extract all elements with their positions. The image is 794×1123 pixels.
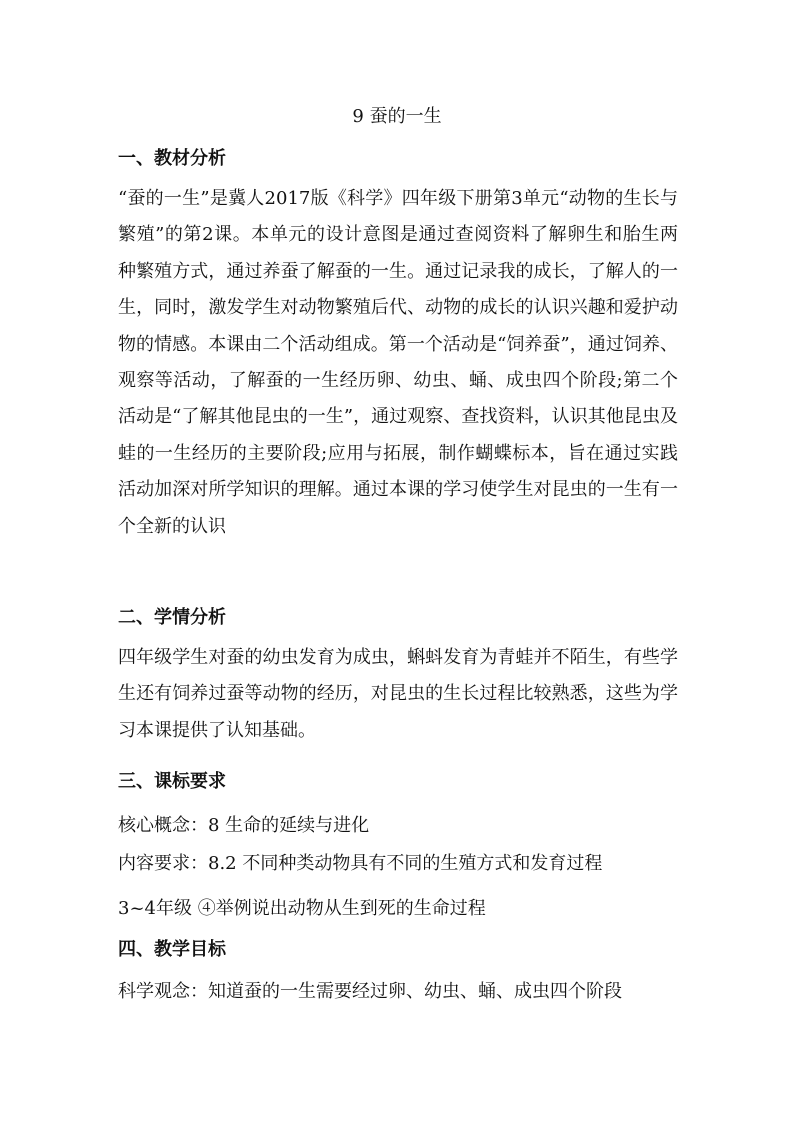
curriculum-core-concept: 核心概念：8 生命的延续与进化 (118, 815, 370, 836)
curriculum-grade-requirement: 3~4年级 ④举例说出动物从生到死的生命过程 (118, 898, 486, 919)
curriculum-content-requirement: 内容要求：8.2 不同种类动物具有不同的生殖方式和发育过程 (118, 853, 603, 874)
document-title: 9 蚕的一生 (352, 106, 442, 127)
section-heading-curriculum-requirements: 三、课标要求 (118, 771, 226, 792)
section-heading-student-analysis: 二、学情分析 (118, 607, 226, 628)
section-heading-textbook-analysis: 一、教材分析 (118, 148, 226, 169)
section-paragraph-textbook-analysis: “蚕的一生”是冀人2017版《科学》四年级下册第3单元“动物的生长与繁殖”的第2课。本单元的设计意图是通过查阅资料了解卵生和胎生两种繁殖方式，通过养蚕了解蚕的一生。通过记录我的成长，了解人的一生，同时，激发学生对动物繁殖后代、动物的成长的认识兴趣和爱护动物的情感。本课由二个活动组成。第一个活动是“饲养蚕”，通过饲养、观察等活动，了解蚕的一生经历卵、幼虫、蛹、成虫四个阶段;第二个活动是“了解其他昆虫的一生”，通过观察、查找资料，认识其他昆虫及蛙的一生经历的主要阶段;应用与拓展，制作蝴蝶标本，旨在通过实践活动加深对所学知识的理解。通过本课的学习使学生对昆虫的一生有一个全新的认识 (118, 188, 678, 537)
section-heading-teaching-objectives: 四、教学目标 (118, 939, 226, 960)
objective-scientific-concept: 科学观念：知道蚕的一生需要经过卵、幼虫、蛹、成虫四个阶段 (118, 981, 622, 1002)
section-paragraph-student-analysis: 四年级学生对蚕的幼虫发育为成虫，蝌蚪发育为青蛙并不陌生，有些学生还有饲养过蚕等动物的经历，对昆虫的生长过程比较熟悉，这些为学习本课提供了认知基础。 (118, 647, 678, 741)
